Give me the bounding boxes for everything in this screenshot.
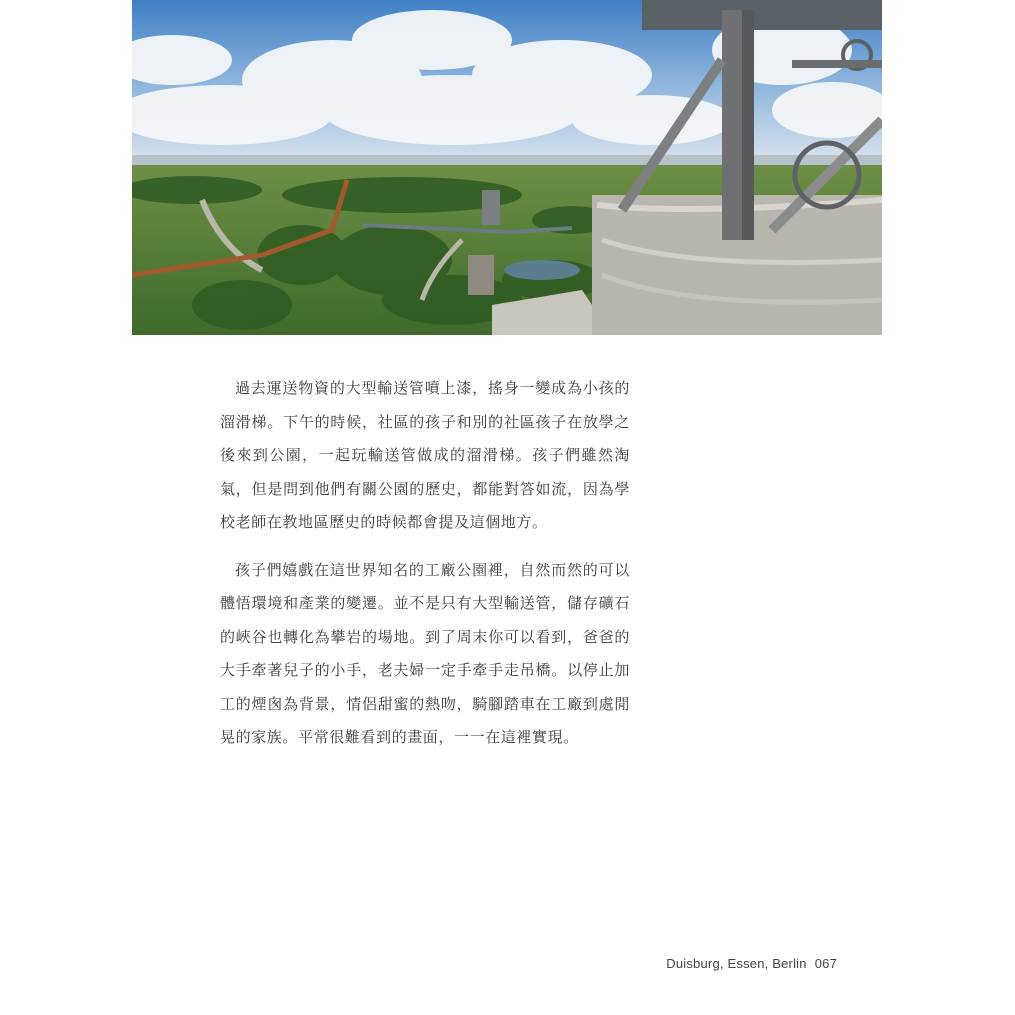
- article-paragraph-2: 孩子們嬉戲在這世界知名的工廠公園裡，自然而然的可以體悟環境和產業的變遷。並不是只有大型輸送管，儲存礦石的峽谷也轉化為攀岩的場地。到了周末你可以看到，爸爸的大手牽著兒子的小手，老夫婦一定手牽手走吊橋。以停止加工的煙囪為背景，情侶甜蜜的熱吻，騎腳踏車在工廠到處閒晃的家族。平常很難看到的畫面，一一在這裡實現。: [220, 560, 630, 746]
- article-paragraph-1: 過去運送物資的大型輸送管噴上漆，搖身一變成為小孩的溜滑梯。下午的時候，社區的孩子和別的社區孩子在放學之後來到公園，一起玩輸送管做成的溜滑梯。孩子們雖然淘氣，但是問到他們有關公園的歷史，都能對答如流，因為學校老師在教地區歷史的時候都會提及這個地方。: [220, 379, 630, 531]
- industrial-park-photo: [132, 0, 882, 335]
- page-footer: [666, 956, 837, 971]
- article-body: [220, 372, 630, 769]
- footer-location: Duisburg, Essen, Berlin: [666, 956, 807, 971]
- page-number: 067: [814, 956, 837, 971]
